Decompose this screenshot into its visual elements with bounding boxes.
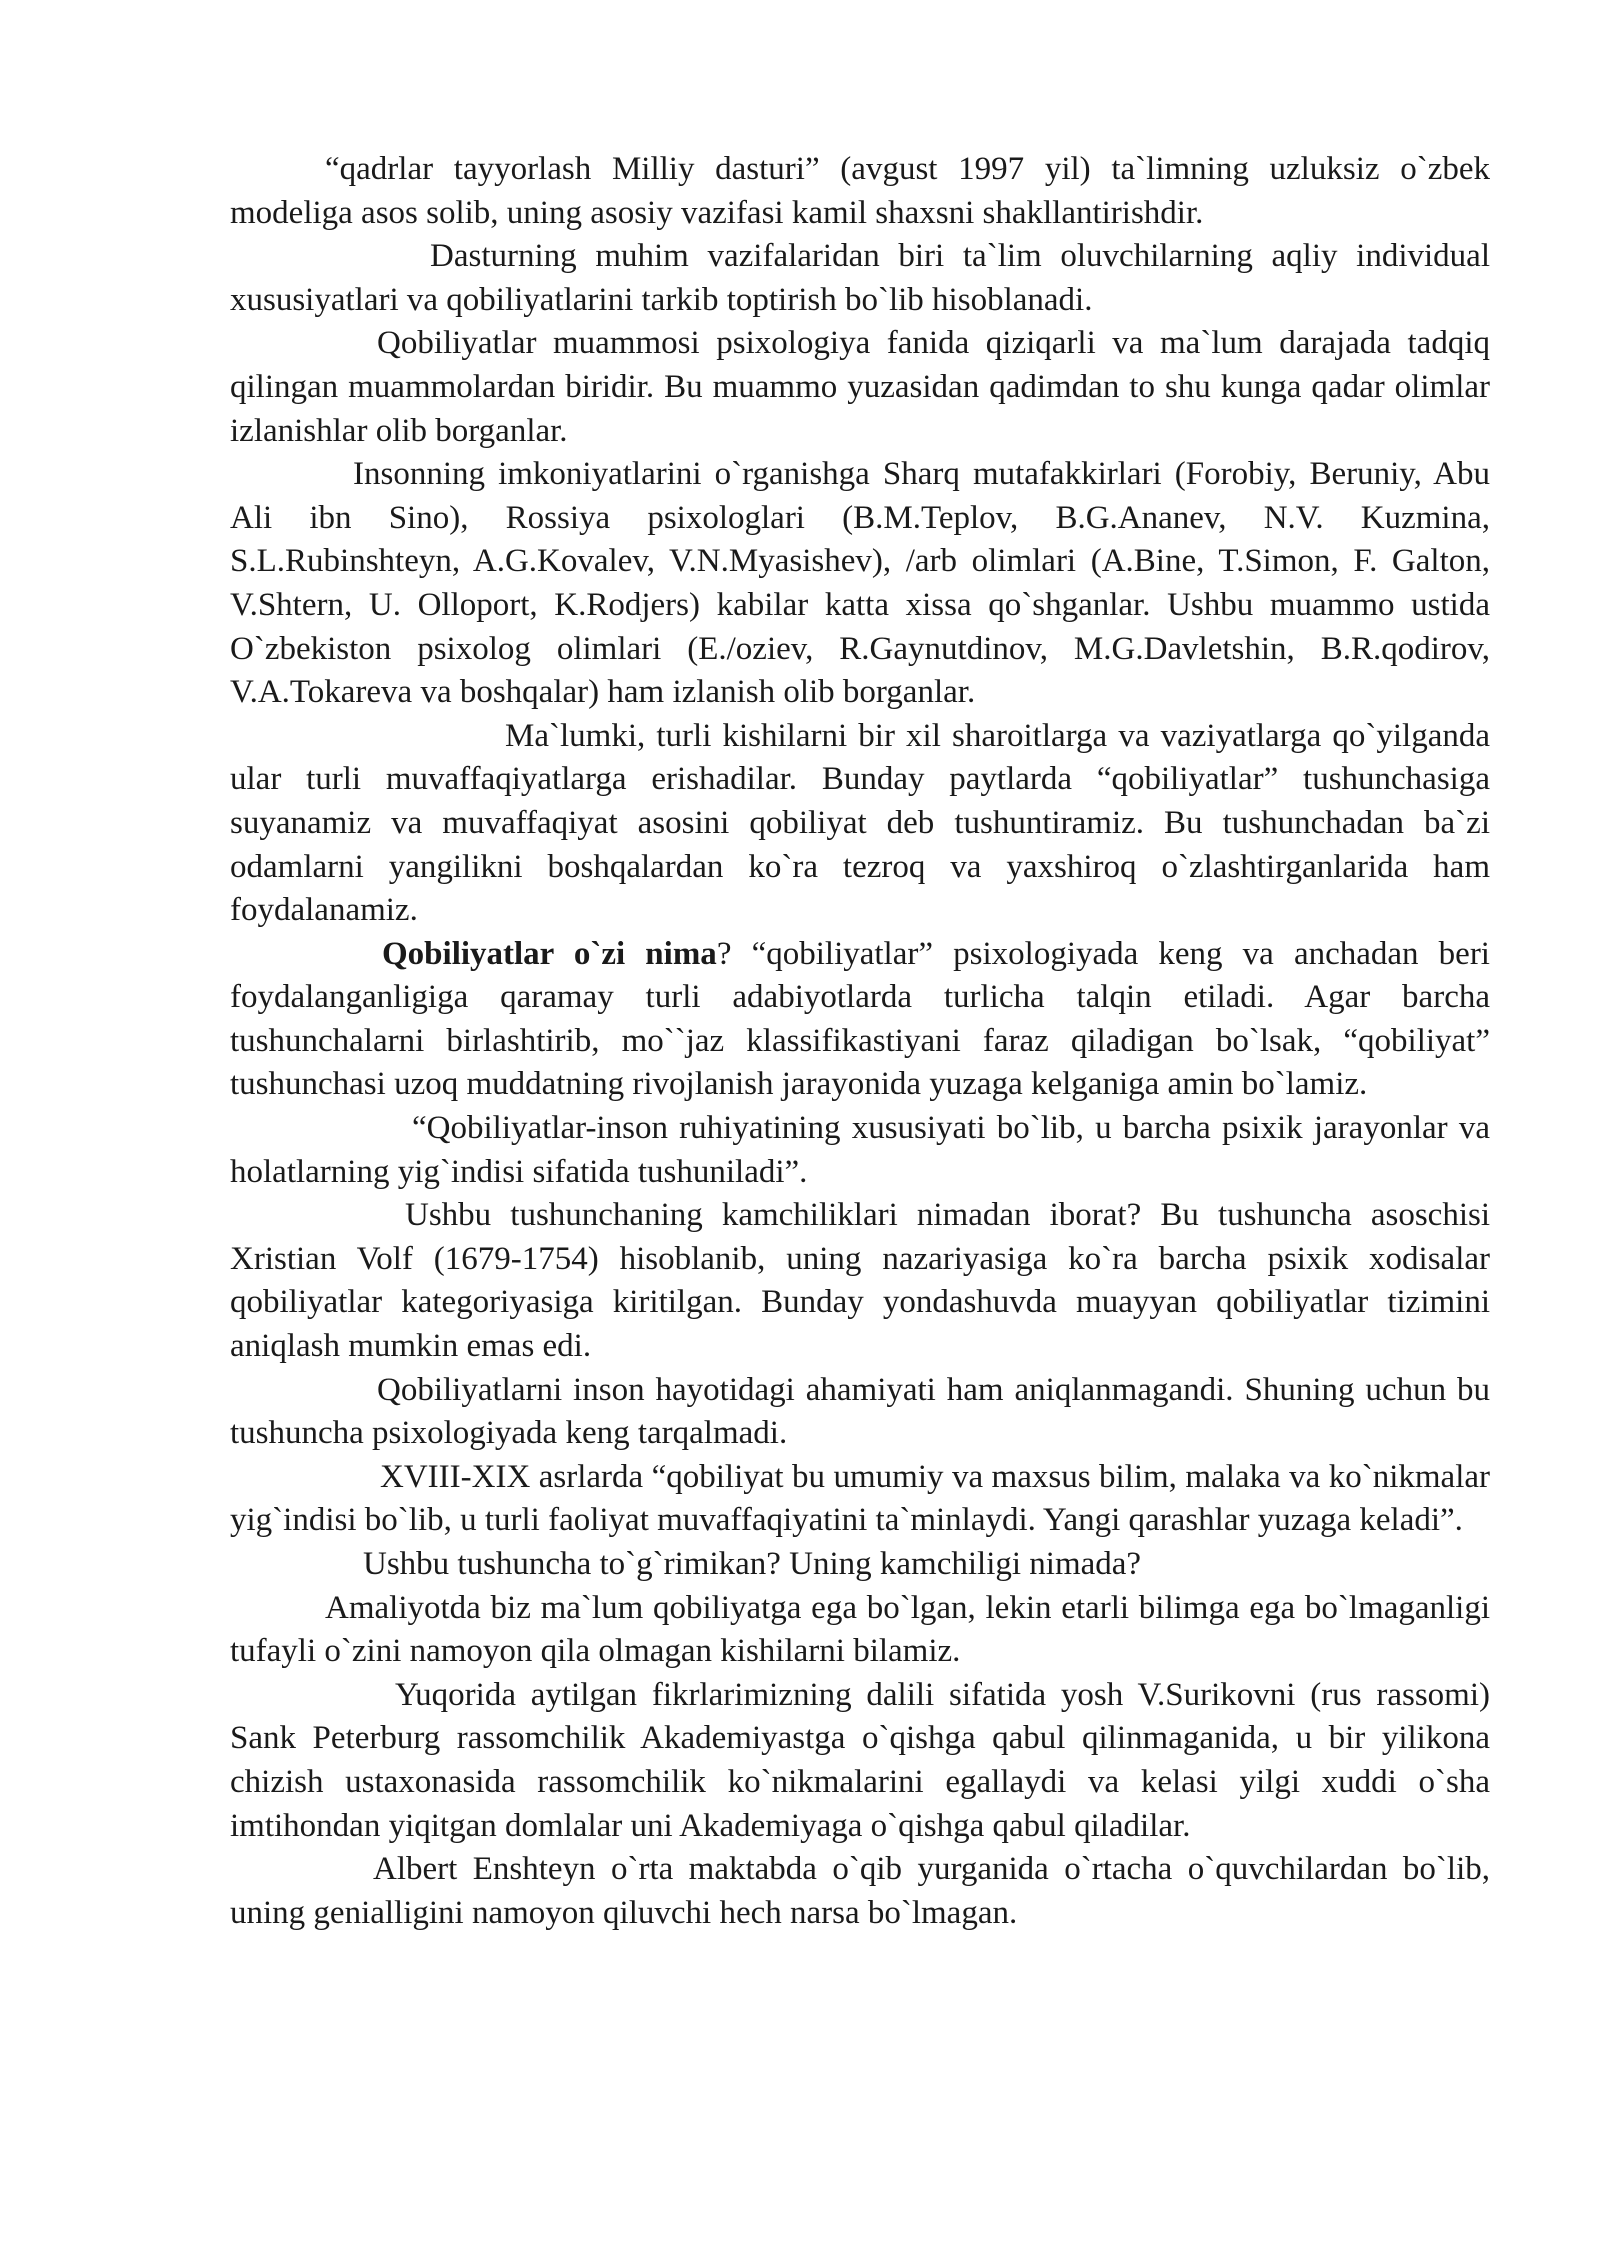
paragraph: Ushbu tushuncha to`g`rimikan? Uning kamchiligi nimada? <box>363 1546 1142 1582</box>
paragraph: Amaliyotda biz ma`lum qobiliyatga ega bo`lgan, lekin etarli bilimga ega bo`lmaganligi tufayli o`zini namoyon qila olmagan kishilarni bilamiz. <box>230 1589 1490 1670</box>
paragraph: “qadrlar tayyorlash Milliy dasturi” (avgust 1997 yil) ta`limning uzluksiz o`zbek modeliga asos solib, uning asosiy vazifasi kamil shaxsni shakllantirishdir. <box>230 151 1490 231</box>
paragraph-text: ? “qobiliyatlar” psixologiyada keng va anchadan beri foydalanganligiga qaramay turli adabiyotlarda turlicha talqin etiladi. Agar barcha tushunchalarni birlashtirib, mo``jaz klassifikastiyani faraz qiladigan bo`lsak, “qobiliyat” tushunchasi uzoq muddatning rivojlanish jarayonida yuzaga kelganiga amin bo`lamiz. <box>230 935 1490 1103</box>
paragraph: Qobiliyatlar muammosi psixologiya fanida qiziqarli va ma`lum darajada tadqiq qilingan muammolardan biridir. Bu muammo yuzasidan qadimdan to shu kunga qadar olimlar izlanishlar olib borganlar. <box>230 325 1490 449</box>
paragraph: Dasturning muhim vazifalaridan biri ta`lim oluvchilarning aqliy individual xususiyatlari va qobiliyatlarini tarkib toptirish bo`lib hisoblanadi. <box>230 238 1490 318</box>
paragraph: Ma`lumki, turli kishilarni bir xil sharoitlarga va vaziyatlarga qo`yilganda ular turli muvaffaqiyatlarga erishadilar. Bunday paytlarda “qobiliyatlar” tushunchasiga suyanamiz va muvaffaqiyat asosini qobiliyat deb tushuntiramiz. Bu tushunchadan ba`zi odamlarni yangilikni boshqalardan ko`ra tezroq va yaxshiroq o`zlashtirganlarida ham foydalanamiz. <box>230 717 1490 929</box>
paragraph: “Qobiliyatlar-inson ruhiyatining xususiyati bo`lib, u barcha psixik jarayonlar va holatlarning yig`indisi sifatida tushuniladi”. <box>230 1110 1490 1190</box>
paragraph: XVIII-XIX asrlarda “qobiliyat bu umumiy va maxsus bilim, malaka va ko`nikmalar yig`indisi bo`lib, u turli faoliyat muvaffaqiyatini ta`minlaydi. Yangi qarashlar yuzaga keladi”. <box>230 1458 1490 1539</box>
paragraph: Qobiliyatlarni inson hayotidagi ahamiyati ham aniqlanmagandi. Shuning uchun bu tushuncha psixologiyada keng tarqalmadi. <box>230 1371 1490 1452</box>
paragraph <box>230 933 1490 1107</box>
paragraph: Insonning imkoniyatlarini o`rganishga Sharq mutafakkirlari (Forobiy, Beruniy, Abu Ali ibn Sino), Rossiya psixologlari (B.M.Teplov, B.G.Ananev, N.V. Kuzmina, S.L.Rubinshteyn, A.G.Kovalev, V.N.Myasishev), /arb olimlari (A.Bine, T.Simon, F. Galton, V.Shtern, U. Olloport, K.Rodjers) kabilar katta xissa qo`shganlar. Ushbu muammo ustida O`zbekiston psixolog olimlari (E./oziev, R.Gaynutdinov, M.G.Davletshin, B.R.qodirov, V.A.Tokareva va boshqalar) ham izlanish olib borganlar. <box>230 456 1490 711</box>
paragraph: Yuqorida aytilgan fikrlarimizning dalili sifatida yosh V.Surikovni (rus rassomi) Sank Peterburg rassomchilik Akademiyastga o`qishga qabul qilinmaganida, u bir yilikona chizish ustaxonasida rassomchilik ko`nikmalarini egallaydi va kelasi yilgi xuddi o`sha imtihondan yiqitgan domlalar uni Akademiyaga o`qishga qabul qiladilar. <box>230 1676 1490 1844</box>
bold-heading-phrase: Qobiliyatlar o`zi nima <box>382 935 717 972</box>
paragraph: Ushbu tushunchaning kamchiliklari nimadan iborat? Bu tushuncha asoschisi Xristian Volf (1679-1754) hisoblanib, uning nazariyasiga ko`ra barcha psixik xodisalar qobiliyatlar kategoriyasiga kiritilgan. Bunday yondashuvda muayyan qobiliyatlar tizimini aniqlash mumkin emas edi. <box>230 1197 1490 1365</box>
paragraph: Albert Enshteyn o`rta maktabda o`qib yurganida o`rtacha o`quvchilardan bo`lib, uning genialligini namoyon qiluvchi hech narsa bo`lmagan. <box>230 1851 1490 1931</box>
document-page <box>230 148 1490 1935</box>
